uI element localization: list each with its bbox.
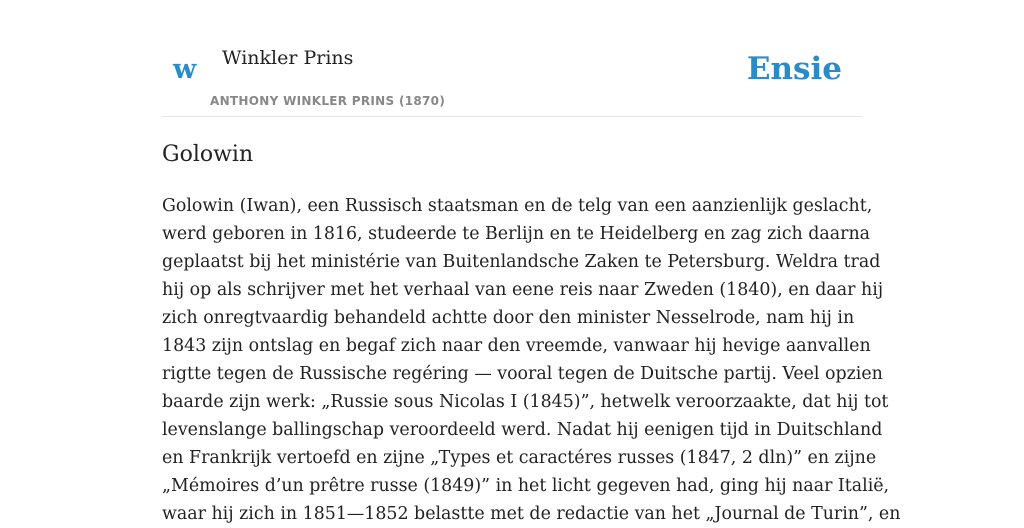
entry-line: Golowin (Iwan), een Russisch staatsman en de telg van een aanzienlijk geslacht, [162, 196, 873, 216]
entry-line: 1843 zijn ontslag en begaf zich naar den vreemde, vanwaar hij hevige aanvallen [162, 336, 871, 356]
source-logo-icon[interactable]: w [173, 54, 197, 85]
entry-line: baarde zijn werk: „Russie sous Nicolas I (1845)”, hetwelk veroorzaakte, dat hij tot [162, 392, 889, 412]
entry-line: zich onregtvaardig behandeld achtte door den minister Nesselrode, nam hij in [162, 308, 855, 328]
entry-line: hij op als schrijver met het verhaal van eene reis naar Zweden (1840), en daar hij [162, 280, 884, 300]
entry-body [162, 192, 901, 528]
entry-line: levenslange ballingschap veroordeeld werd. Nadat hij eenigen tijd in Duitschland [162, 420, 883, 440]
entry-line: werd geboren in 1816, studeerde te Berlijn en te Heidelberg en zag zich daarna [162, 224, 871, 244]
entry-line: rigtte tegen de Russische regéring — vooral tegen de Duitsche partij. Veel opzien [162, 364, 883, 384]
entry-headword: Golowin [162, 142, 254, 167]
source-title-link[interactable]: Winkler Prins [222, 47, 354, 69]
ensie-logo-link[interactable]: Ensie [746, 51, 842, 87]
entry-line: en Frankrijk vertoefd en zijne „Types et caractéres russes (1847, 2 dln)” en zijne [162, 448, 877, 468]
entry-line: „Mémoires d’un prêtre russe (1849)” in het licht gegeven had, ging hij naar Italië, [162, 476, 890, 496]
source-header [162, 0, 862, 117]
entry-line: waar hij zich in 1851—1852 belastte met de redactie van het „Journal de Turin”, en [162, 504, 901, 524]
entry-line: geplaatst bij het ministérie van Buitenlandsche Zaken te Petersburg. Weldra trad [162, 252, 881, 272]
source-author: ANTHONY WINKLER PRINS (1870) [210, 94, 446, 108]
